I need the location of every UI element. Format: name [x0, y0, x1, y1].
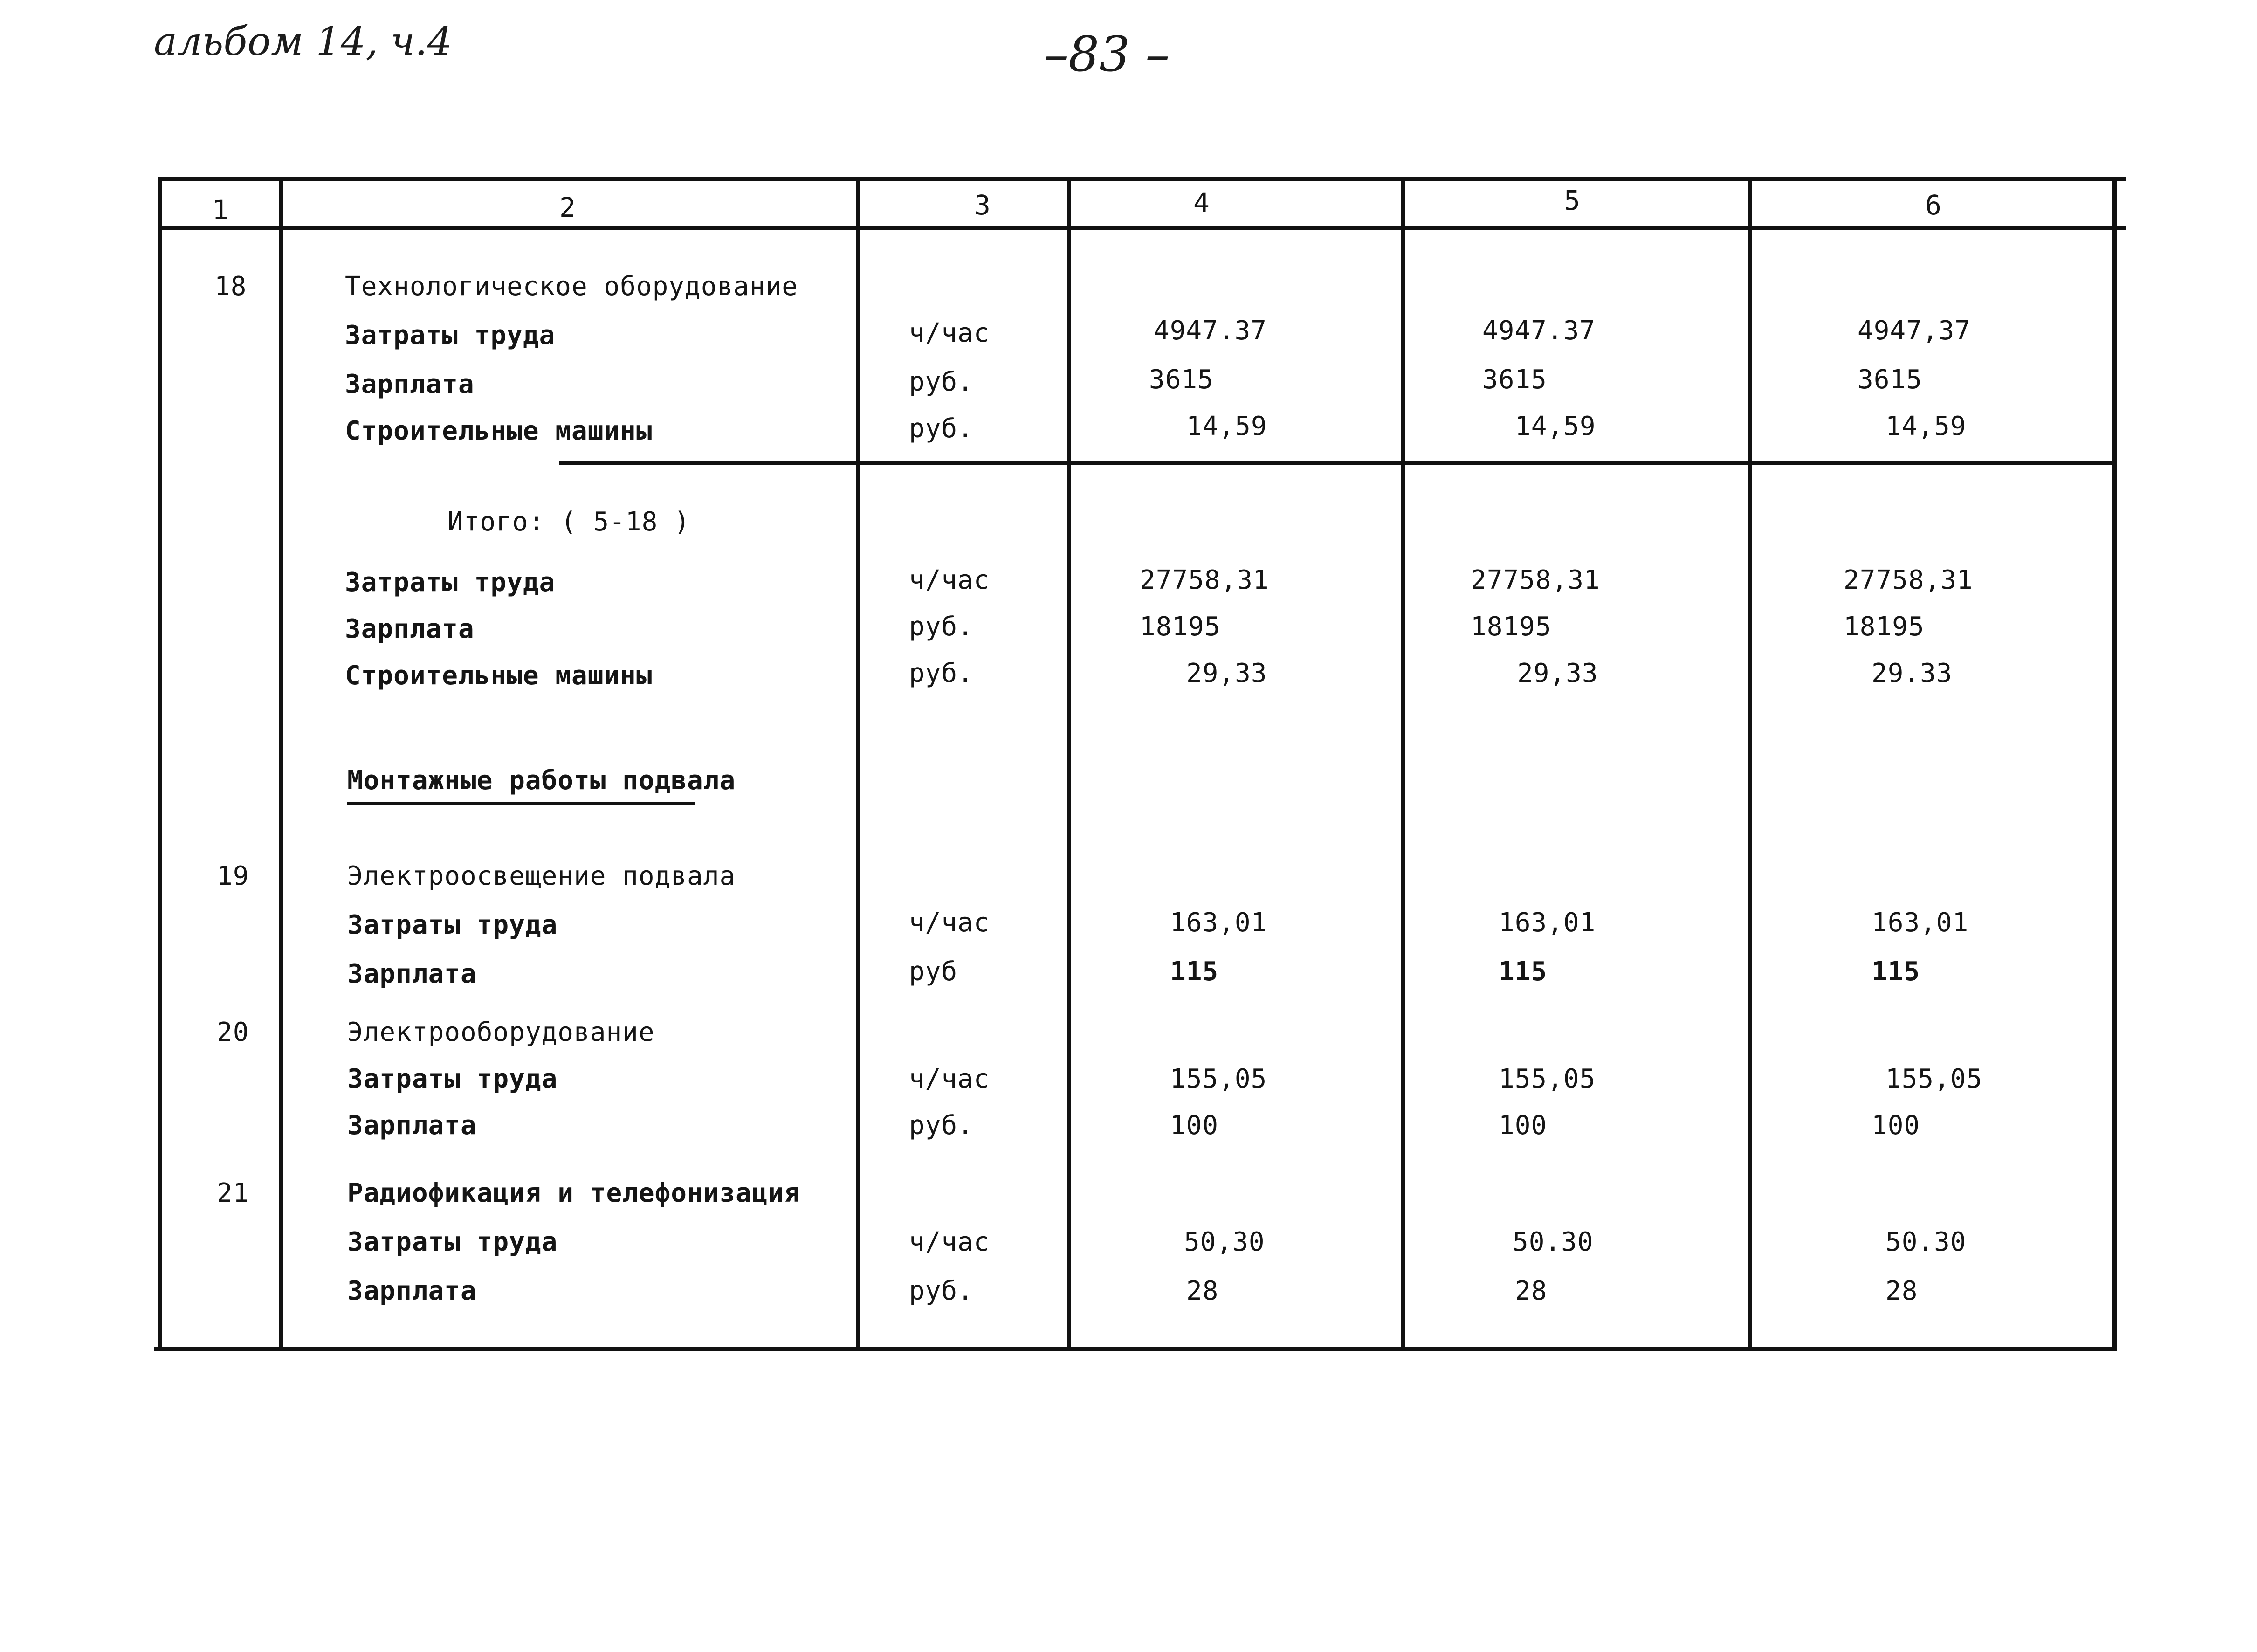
row-value-col5: 29,33 — [1517, 658, 1598, 688]
row-value-col5: 18195 — [1471, 612, 1552, 642]
row-value-col6: 28 — [1885, 1276, 1918, 1306]
column-border-right — [2112, 177, 2117, 1351]
row-unit: ч/час — [909, 1064, 990, 1094]
row-value-col4: 27758,31 — [1140, 565, 1269, 595]
row-value-col4: 50,30 — [1184, 1227, 1265, 1257]
column-header-3: 3 — [974, 189, 991, 221]
row-unit: руб — [909, 957, 958, 987]
row-unit: руб. — [909, 413, 974, 444]
row-unit: ч/час — [909, 908, 990, 938]
header-bottom-border — [158, 226, 2126, 230]
row-number: 21 — [217, 1178, 249, 1208]
row-value-col4: 155,05 — [1170, 1064, 1267, 1094]
row-value-col4: 100 — [1170, 1110, 1219, 1141]
column-border-3-4 — [1067, 177, 1071, 1351]
row-value-col6: 29.33 — [1872, 658, 1953, 688]
row-value-col4: 3615 — [1149, 365, 1214, 395]
row-label: Затраты труда — [345, 567, 556, 598]
row-label: Зарплата — [347, 959, 477, 989]
column-header-6: 6 — [1925, 189, 1942, 221]
row-number: 19 — [217, 861, 249, 891]
subtotal-separator — [559, 461, 2116, 465]
album-note: альбом 14, ч.4 — [154, 19, 453, 64]
row-value-col5: 50.30 — [1513, 1227, 1594, 1257]
column-border-4-5 — [1401, 177, 1405, 1351]
row-value-col6: 27758,31 — [1844, 565, 1973, 595]
row-value-col5: 4947.37 — [1482, 316, 1596, 346]
row-value-col5: 115 — [1499, 957, 1548, 987]
row-label: Технологическое оборудование — [345, 271, 798, 302]
row-unit: ч/час — [909, 318, 990, 348]
row-number: 18 — [214, 271, 247, 302]
row-value-col5: 14,59 — [1515, 411, 1596, 441]
row-label: Затраты труда — [345, 320, 556, 351]
row-value-col5: 3615 — [1482, 365, 1547, 395]
row-unit: руб. — [909, 367, 974, 397]
section-heading: Монтажные работы подвала — [347, 765, 736, 796]
row-unit: руб. — [909, 1110, 974, 1141]
row-label: Затраты труда — [347, 1227, 558, 1257]
row-value-col6: 155,05 — [1885, 1064, 1983, 1094]
row-value-col4: 29,33 — [1186, 658, 1267, 688]
table-top-border — [158, 177, 2126, 181]
row-value-col4: 28 — [1186, 1276, 1219, 1306]
column-border-left — [158, 177, 162, 1351]
column-header-5: 5 — [1564, 185, 1581, 216]
row-unit: руб. — [909, 1276, 974, 1306]
row-value-col5: 28 — [1515, 1276, 1548, 1306]
column-border-5-6 — [1748, 177, 1752, 1351]
row-label: Электроосвещение подвала — [347, 861, 736, 891]
column-header-2: 2 — [559, 192, 576, 223]
table-bottom-border — [154, 1347, 2117, 1351]
row-label: Затраты труда — [347, 910, 558, 940]
row-label: Зарплата — [345, 614, 475, 644]
row-value-col4: 115 — [1170, 957, 1219, 987]
row-label: Зарплата — [347, 1276, 477, 1306]
row-value-col4: 163,01 — [1170, 908, 1267, 938]
row-value-col6: 4947,37 — [1858, 316, 1971, 346]
row-unit: руб. — [909, 658, 974, 688]
section-heading-underline — [347, 802, 695, 805]
subtotal-heading: Итого: ( 5-18 ) — [447, 507, 690, 537]
column-header-4: 4 — [1193, 187, 1210, 219]
row-value-col6: 50.30 — [1885, 1227, 1967, 1257]
row-label: Строительные машины — [345, 661, 653, 691]
row-unit: ч/час — [909, 1227, 990, 1257]
row-value-col4: 18195 — [1140, 612, 1221, 642]
row-value-col5: 27758,31 — [1471, 565, 1600, 595]
column-header-1: 1 — [212, 194, 229, 226]
row-value-col5: 100 — [1499, 1110, 1548, 1141]
row-label: Зарплата — [345, 369, 475, 399]
row-value-col6: 18195 — [1844, 612, 1925, 642]
row-value-col5: 163,01 — [1499, 908, 1596, 938]
row-label: Электрооборудование — [347, 1017, 655, 1047]
row-unit: ч/час — [909, 565, 990, 595]
row-value-col6: 115 — [1872, 957, 1920, 987]
row-unit: руб. — [909, 612, 974, 642]
row-label: Затраты труда — [347, 1064, 558, 1094]
row-value-col4: 14,59 — [1186, 411, 1267, 441]
row-value-col6: 163,01 — [1872, 908, 1969, 938]
row-value-col5: 155,05 — [1499, 1064, 1596, 1094]
row-value-col6: 14,59 — [1885, 411, 1967, 441]
row-value-col6: 100 — [1872, 1110, 1920, 1141]
row-value-col6: 3615 — [1858, 365, 1922, 395]
column-border-2-3 — [856, 177, 860, 1351]
row-label: Зарплата — [347, 1110, 477, 1141]
column-border-1-2 — [279, 177, 283, 1351]
row-label: Строительные машины — [345, 416, 653, 446]
row-label: Радиофикация и телефонизация — [347, 1178, 801, 1208]
row-value-col4: 4947.37 — [1154, 316, 1267, 346]
page-number: –83 – — [1044, 26, 1170, 83]
row-number: 20 — [217, 1017, 249, 1047]
